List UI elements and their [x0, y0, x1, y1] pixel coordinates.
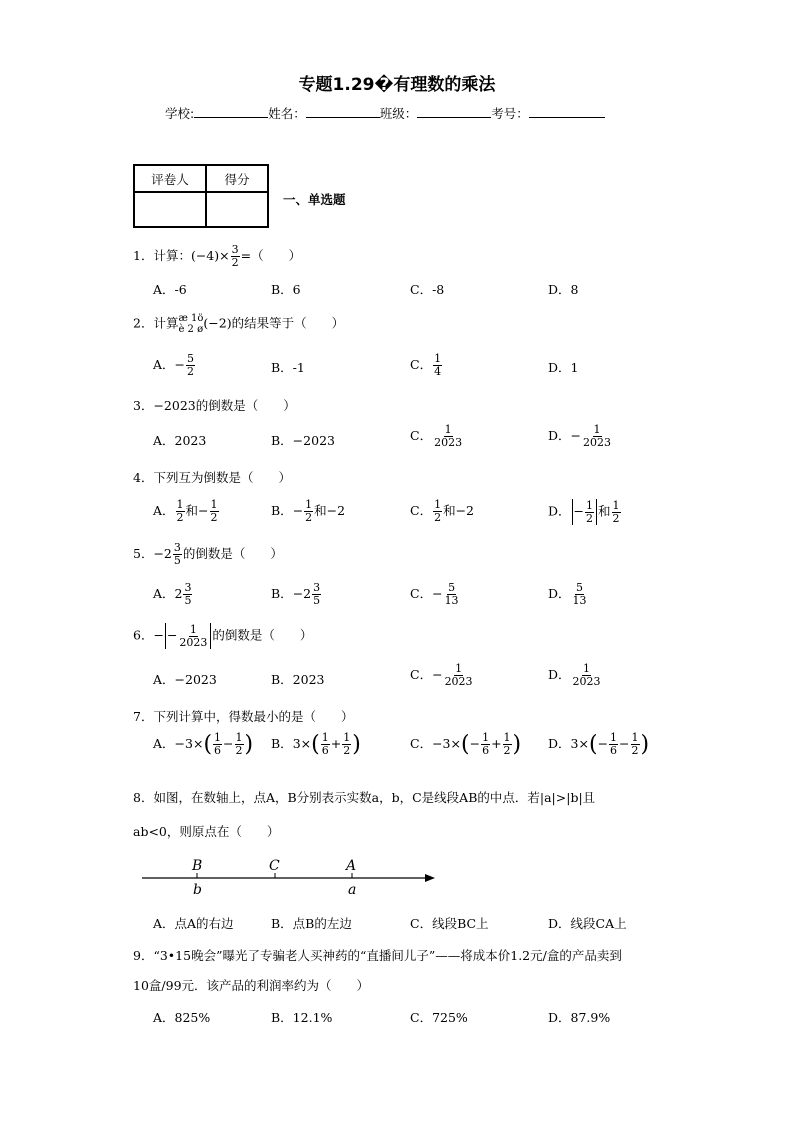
option-b[interactable]: B．−2023 [271, 433, 335, 448]
option-b[interactable]: B．3×( $\frac{1}{6}$ + $\frac{1}{2}$ ) [271, 731, 361, 757]
option-d[interactable]: D． $\frac{1}{2023}$ [548, 662, 601, 688]
option-a[interactable]: A．−2023 [153, 672, 217, 687]
name-label: 姓名： [268, 106, 306, 121]
option-c[interactable]: C．− $\frac{1}{2023}$ [410, 662, 473, 688]
option-d[interactable]: D．线段CA上 [548, 916, 627, 931]
option-b[interactable]: B．-1 [271, 360, 305, 375]
option-a[interactable]: A． $\frac{1}{2}$ 和− $\frac{1}{2}$ [153, 498, 218, 524]
grader-header: 评卷人 [134, 165, 206, 192]
option-c[interactable]: C． $\frac{1}{2}$ 和−2 [410, 498, 475, 524]
option-c[interactable]: C． $\frac{1}{4}$ [410, 352, 442, 378]
student-info [165, 104, 605, 122]
option-b[interactable]: B．− $\frac{1}{2}$ 和−2 [271, 498, 346, 524]
question-7: 7．下列计算中，得数最小的是（ ） [133, 709, 354, 724]
question-6: 6．− − $\frac{1}{2023}$ 的倒数是（ ） [133, 622, 313, 649]
name-blank[interactable] [306, 104, 380, 118]
question-3: 3．−2023的倒数是（ ） [133, 398, 296, 413]
option-a[interactable]: A．-6 [153, 282, 187, 297]
question-text: 2．计算 [133, 315, 179, 331]
question-text: 6． [133, 627, 154, 643]
exam-blank[interactable] [529, 104, 605, 118]
option-d[interactable]: D．− $\frac{1}{2023}$ [548, 423, 612, 449]
garbled-fraction: æ 1ö [178, 313, 204, 324]
number-line-figure [140, 852, 440, 900]
label-C: C [269, 858, 280, 874]
class-blank[interactable] [417, 104, 491, 118]
option-a[interactable]: A．2 $\frac{3}{5}$ [153, 581, 192, 607]
option-b[interactable]: B．2023 [271, 672, 325, 687]
question-1: 1．计算：(−4)× $\frac{3}{2}$ =（ ） [133, 243, 302, 269]
score-cell[interactable] [206, 192, 268, 227]
option-b[interactable]: B．点B的左边 [271, 916, 352, 931]
option-a[interactable]: A．−3×( $\frac{1}{6}$ − $\frac{1}{2}$ ) [153, 731, 254, 757]
score-table [133, 164, 269, 228]
option-c[interactable]: C．− $\frac{5}{13}$ [410, 581, 459, 607]
option-d[interactable]: D．3×(− $\frac{1}{6}$ − $\frac{1}{2}$ ) [548, 731, 650, 757]
option-a[interactable]: A．点A的右边 [153, 916, 234, 931]
option-d[interactable]: D．87.9% [548, 1010, 611, 1025]
option-b[interactable]: B．−2 $\frac{3}{5}$ [271, 581, 321, 607]
page-title: 专题1.29�有理数的乘法 [298, 75, 496, 95]
question-4: 4．下列互为倒数是（ ） [133, 470, 291, 485]
exam-label: 考号： [491, 106, 529, 121]
question-8-line2: ab<0，则原点在（ ） [133, 824, 280, 839]
option-a[interactable]: A．− $\frac{5}{2}$ [153, 352, 195, 378]
arrow-icon [425, 874, 435, 882]
option-a[interactable]: A．825% [153, 1010, 211, 1025]
option-c[interactable]: C．725% [410, 1010, 468, 1025]
label-B: B [192, 858, 203, 874]
question-2: 2．计算 æ 1ö è 2 ø (−2)的结果等于（ ） [133, 313, 345, 335]
question-tail: 的结果等于（ ） [231, 315, 345, 331]
option-d[interactable]: D． − $\frac{1}{2}$ 和 $\frac{1}{2}$ [548, 498, 620, 525]
school-label: 学校: [165, 106, 195, 121]
label-A: A [346, 858, 357, 874]
question-8-line1: 8．如图，在数轴上，点A，B分别表示实数a，b，C是线段AB的中点．若|a|>|b|且 [133, 790, 596, 805]
section-heading: 一、单选题 [283, 192, 346, 207]
question-5: 5．−2 $\frac{3}{5}$ 的倒数是（ ） [133, 541, 283, 567]
option-c[interactable]: C．线段BC上 [410, 916, 489, 931]
question-tail: 的倒数是（ ） [182, 546, 283, 561]
option-b[interactable]: B．12.1% [271, 1010, 333, 1025]
garbled-fraction-2: è 2 ø [178, 324, 204, 335]
question-tail: 的倒数是（ ） [212, 627, 313, 643]
class-label: 班级： [379, 106, 418, 121]
question-text: 1．计算： [133, 248, 191, 263]
option-d[interactable]: D．1 [548, 360, 579, 375]
option-c[interactable]: C．−3×(− $\frac{1}{6}$ + $\frac{1}{2}$ ) [410, 731, 522, 757]
question-9-line2: 10盒/99元．该产品的利润率约为（ ） [133, 978, 370, 993]
option-d[interactable]: D．8 [548, 282, 579, 297]
option-b[interactable]: B．6 [271, 282, 301, 297]
label-a: a [348, 882, 357, 898]
option-d[interactable]: D． $\frac{5}{13}$ [548, 581, 587, 607]
question-text: 5． [133, 546, 154, 561]
grader-cell[interactable] [134, 192, 206, 227]
option-c[interactable]: C． $\frac{1}{2023}$ [410, 423, 463, 449]
label-b: b [193, 882, 202, 898]
option-a[interactable]: A．2023 [153, 433, 207, 448]
option-c[interactable]: C．-8 [410, 282, 445, 297]
question-9-line1: 9．“3•15晚会”曝光了专骗老人买神药的“直播间儿子”——将成本价1.2元/盒的产品卖到 [133, 948, 622, 963]
school-blank[interactable] [194, 104, 268, 118]
score-header: 得分 [206, 165, 268, 192]
